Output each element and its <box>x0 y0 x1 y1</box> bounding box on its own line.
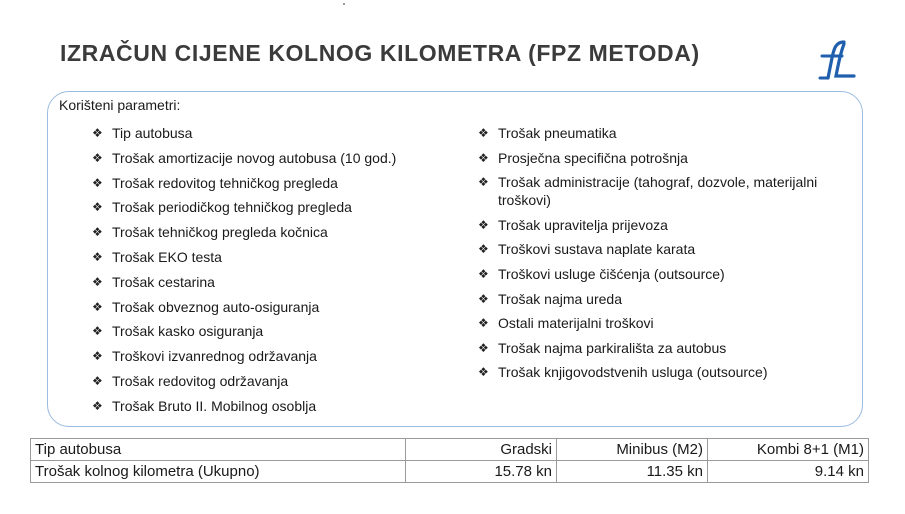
parameter-item <box>478 339 848 357</box>
diamond-bullet-icon: ❖ <box>92 150 103 165</box>
scan-speck <box>343 3 345 5</box>
parameter-label: Trošak EKO testa <box>112 248 222 265</box>
table-header-cell: Minibus (M2) <box>557 439 708 461</box>
diamond-bullet-icon: ❖ <box>92 373 103 388</box>
diamond-bullet-icon: ❖ <box>478 126 489 140</box>
parameter-label: Troškovi usluge čišćenja (outsource) <box>498 265 725 282</box>
parameter-label: Trošak periodičkog tehničkog pregleda <box>112 199 352 216</box>
parameter-item <box>478 149 848 167</box>
parameter-item <box>92 397 472 422</box>
diamond-bullet-icon: ❖ <box>478 365 489 380</box>
parameter-item <box>478 173 848 209</box>
parameter-label: Trošak kasko osiguranja <box>112 323 264 340</box>
parameter-label: Trošak redovitog održavanja <box>112 372 289 389</box>
parameter-label: Trošak amortizacije novog autobusa (10 god.) <box>112 149 397 166</box>
parameter-label: Trošak knjigovodstvenih usluga (outsource) <box>498 364 768 381</box>
table-header-cell: Tip autobusa <box>31 439 406 461</box>
table-cell: 11.35 kn <box>557 461 708 483</box>
parameter-item <box>92 223 472 248</box>
parameter-label: Trošak najma ureda <box>498 290 622 307</box>
table-row <box>31 461 869 483</box>
diamond-bullet-icon: ❖ <box>478 175 489 190</box>
parameter-item <box>92 248 472 273</box>
parameter-label: Troškovi izvanrednog održavanja <box>112 348 317 365</box>
table-header-cell: Gradski <box>406 439 557 461</box>
parameter-item <box>478 314 848 332</box>
parameter-label: Trošak obveznog auto-osiguranja <box>112 298 320 315</box>
parameter-label: Troškovi sustava naplate karata <box>498 241 696 258</box>
diamond-bullet-icon: ❖ <box>478 150 489 165</box>
table-cell: Trošak kolnog kilometra (Ukupno) <box>31 461 406 483</box>
parameter-item <box>92 322 472 347</box>
table-cell: 9.14 kn <box>708 461 869 483</box>
table-header-row <box>31 439 869 461</box>
parameter-item <box>478 216 848 234</box>
parameter-item <box>92 124 472 149</box>
diamond-bullet-icon: ❖ <box>92 126 103 140</box>
diamond-bullet-icon: ❖ <box>92 175 103 190</box>
diamond-bullet-icon: ❖ <box>92 200 103 215</box>
parameter-item <box>92 372 472 397</box>
diamond-bullet-icon: ❖ <box>92 225 103 240</box>
diamond-bullet-icon: ❖ <box>478 217 489 232</box>
diamond-bullet-icon: ❖ <box>92 398 103 413</box>
parameter-label: Trošak najma parkirališta za autobus <box>498 339 727 356</box>
parameter-item <box>478 240 848 258</box>
cost-summary-table <box>30 438 869 483</box>
parameter-item <box>92 298 472 323</box>
parameter-item <box>92 149 472 174</box>
table-header-cell: Kombi 8+1 (M1) <box>708 439 869 461</box>
diamond-bullet-icon: ❖ <box>478 291 489 306</box>
parameter-item <box>92 174 472 199</box>
parameter-label: Trošak Bruto II. Mobilnog osoblja <box>112 397 317 414</box>
parameter-label: Trošak pneumatika <box>498 125 617 141</box>
parameter-item <box>478 124 848 142</box>
diamond-bullet-icon: ❖ <box>478 340 489 355</box>
parameters-list-left <box>92 124 472 422</box>
diamond-bullet-icon: ❖ <box>478 266 489 281</box>
parameter-label: Prosječna specifična potrošnja <box>498 149 688 166</box>
diamond-bullet-icon: ❖ <box>92 299 103 314</box>
diamond-bullet-icon: ❖ <box>92 349 103 364</box>
diamond-bullet-icon: ❖ <box>92 324 103 339</box>
table-cell: 15.78 kn <box>406 461 557 483</box>
parameter-label: Trošak cestarina <box>112 273 215 290</box>
parameter-item <box>478 265 848 283</box>
parameter-label: Trošak redovitog tehničkog pregleda <box>112 174 338 191</box>
diamond-bullet-icon: ❖ <box>92 274 103 289</box>
parameter-label: Tip autobusa <box>112 125 193 141</box>
page-title: IZRAČUN CIJENE KOLNOG KILOMETRA (FPZ METODA) <box>60 40 700 66</box>
parameter-label: Trošak administracije (tahograf, dozvole, materijalni troškovi) <box>498 174 818 209</box>
parameter-item <box>92 198 472 223</box>
parameters-heading: Korišteni parametri: <box>59 97 181 113</box>
diamond-bullet-icon: ❖ <box>478 316 489 331</box>
diamond-bullet-icon: ❖ <box>478 242 489 257</box>
parameter-item <box>92 347 472 372</box>
diamond-bullet-icon: ❖ <box>92 249 103 264</box>
parameter-label: Trošak upravitelja prijevoza <box>498 216 668 233</box>
parameter-item <box>478 290 848 308</box>
parameter-item <box>92 273 472 298</box>
parameter-label: Ostali materijalni troškovi <box>498 315 654 332</box>
fpz-logo-icon <box>814 38 858 82</box>
parameter-item <box>478 363 848 381</box>
parameter-label: Trošak tehničkog pregleda kočnica <box>112 224 328 241</box>
parameters-list-right <box>478 124 848 388</box>
